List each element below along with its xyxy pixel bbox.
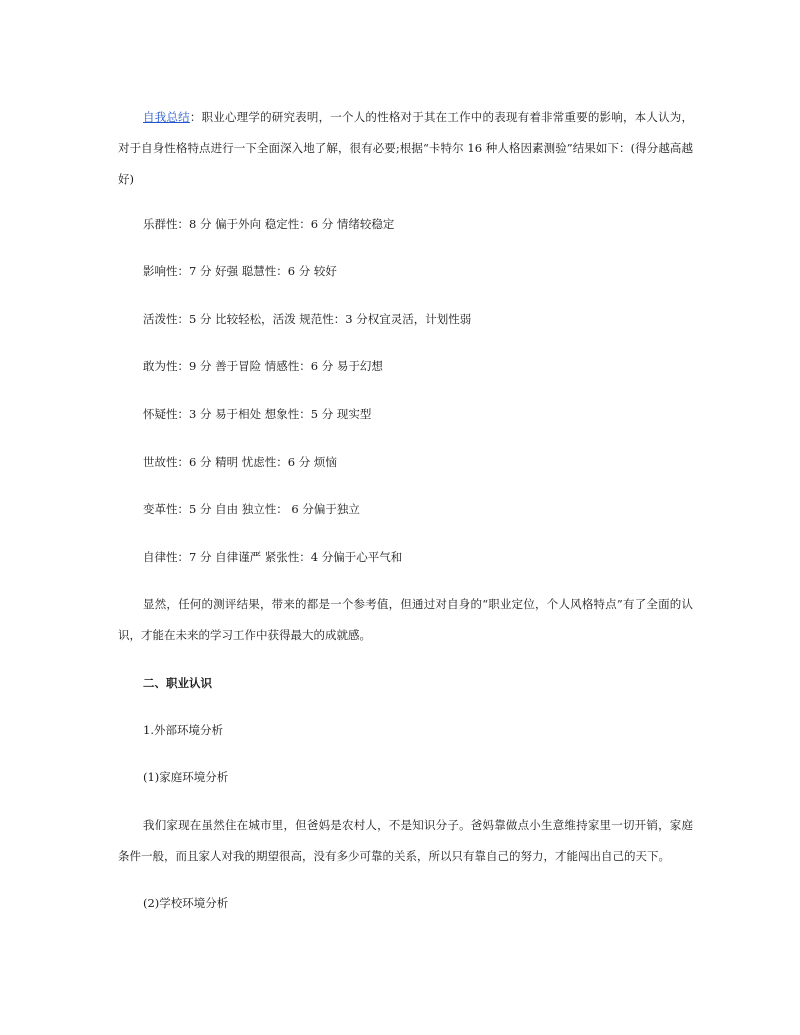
section-heading: 二、职业认识 [143, 676, 212, 690]
subheading-family-environment: (1)家庭环境分析 [143, 770, 229, 784]
trait-line: 变革性：5 分 自由 独立性： 6 分偏于独立 [143, 502, 360, 516]
intro-text: ：职业心理学的研究表明，一个人的性格对于其在工作中的表现有着非常重要的影响，本人认为，对于自身性格特点进行一下全面深入地了解，很有必要;根据“卡特尔 16 种人格因素测验”结果如下：(得分越高越好) [118, 110, 693, 186]
trait-line: 敢为性：9 分 善于冒险 情感性：6 分 易于幻想 [143, 359, 383, 373]
self-summary-link[interactable]: 自我总结 [143, 110, 190, 124]
trait-line: 世故性：6 分 精明 忧虑性：6 分 烦恼 [143, 455, 337, 469]
subheading-school-environment: (2)学校环境分析 [143, 896, 229, 910]
trait-line: 乐群性：8 分 偏于外向 稳定性：6 分 情绪较稳定 [143, 217, 395, 231]
subheading-external-environment: 1.外部环境分析 [143, 723, 223, 737]
conclusion-paragraph: 显然，任何的测评结果，带来的都是一个参考值，但通过对自身的“职业定位，个人风格特点”有了全面的认识，才能在未来的学习工作中获得最大的成就感。 [118, 597, 693, 642]
intro-paragraph [118, 102, 693, 195]
family-paragraph: 我们家现在虽然住在城市里，但爸妈是农村人，不是知识分子。爸妈靠做点小生意维持家里一切开销，家庭条件一般，而且家人对我的期望很高，没有多少可靠的关系，所以只有靠自己的努力，才能闯出自己的天下。 [118, 818, 693, 863]
trait-line: 自律性：7 分 自律谨严 紧张性：4 分偏于心平气和 [143, 550, 403, 564]
trait-line: 怀疑性：3 分 易于相处 想象性：5 分 现实型 [143, 407, 372, 421]
trait-line: 活泼性：5 分 比较轻松，活泼 规范性：3 分权宜灵活，计划性弱 [143, 312, 472, 326]
trait-line: 影响性：7 分 好强 聪慧性：6 分 较好 [143, 264, 337, 278]
